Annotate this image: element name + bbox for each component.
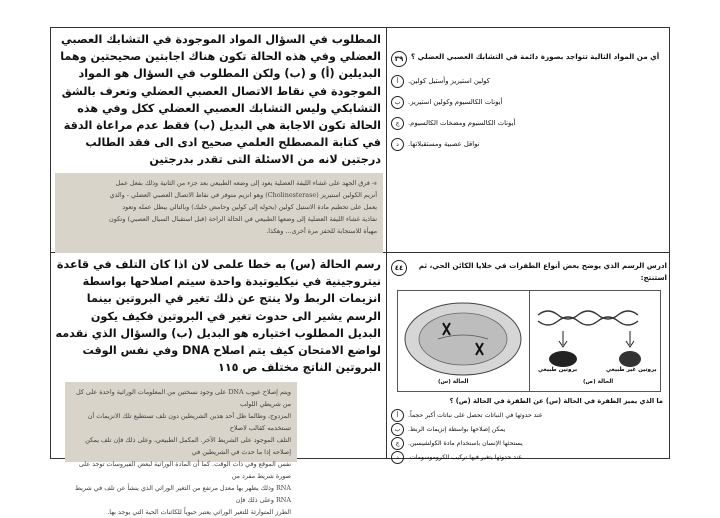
option-letter: د [391, 451, 404, 464]
top-answer-text: المطلوب في السؤال المواد الموجودة في التشابك العصبي العضلي وفي هذه الحالة تكون هناك اجابتين صحيحتين وهما البديلين (أ) و (ب) ولكن المطلوب في السؤال هو المواد الموجودة في نقاط الاتصال العصبي العضلي وتعرف بالشق التشابكي وليس التشابك العصبي العضلي ككل وفي هذه الحالة تكون الاجابة هي البديل (ب) فقط عدم مراعاة الدقة في كتابة المصطلح العلمي صحيح ادى الى فقد الطالب درجتين لانه من الاسئلة التى تقدر بدرجتين [60, 33, 381, 167]
bottom-question-cell [391, 256, 667, 461]
question-39-options [391, 75, 653, 151]
bottom-answer-cell [55, 256, 383, 517]
top-question-cell [391, 31, 667, 249]
option-d [391, 138, 653, 151]
scan-line: أنزيم الكولين استيريز (Cholinesterase) وهو انزيم متوفر في نقاط الاتصال العصبي العضلي - والذي [109, 190, 377, 199]
option-text: يمكن إصلاحها بواسطة إنزيمات الربط. [408, 425, 506, 433]
scan-line: المزدوج، وطالما ظل أحد هذين الشريطين دون تلف تستطيع تلك الانزيمات أن تستخدمه كقالب لاصلاح [87, 412, 291, 433]
figure-caption-abnormal: بروتين غير طبيعي [606, 367, 657, 373]
question-44-text: ادرس الرسم الذي يوضح بعض أنواع الطفرات في خلايا الكائن الحي، ثم استنتج: [418, 261, 667, 282]
scan-line: ويتم إصلاح عيوب DNA على وجود نسختين من المعلومات الوراثية واحدة على كل من شريطي اللولب [76, 388, 291, 409]
option-a [391, 75, 653, 88]
answer-table [50, 27, 670, 517]
option-a [391, 409, 655, 422]
scan-line: نفس الموقع وفي ذات الوقت. كما أن المادة الوراثية لبعض الفيروسات توجد على صورة شريط مفرد من [78, 460, 291, 481]
option-letter: أ [391, 409, 404, 422]
option-text: عند حدوثها في النباتات تحصل على نباتات أكبر حجماً. [408, 411, 543, 419]
scan-line: ء- فرق الجهد على غشاء الليفة العضلية يعود إلى وضعه الطبيعي بعد جزء من الثانية وذلك بفعل عمل [115, 178, 377, 187]
option-b [391, 423, 655, 436]
question-39-text: أي من المواد التالية تتواجد بصورة دائمة في التشابك العصبي العضلي ؟ [411, 52, 660, 61]
scan-line: نفاذية غشاء الليفة العضلية إلى وضعها الطبيعي في الحالة الراحة (قبل استقبال السيال العصبي) وتكون [109, 214, 377, 223]
figure-caption-normal: بروتين طبيعي [538, 367, 578, 373]
option-c [391, 437, 655, 450]
abnormal-protein-blob [619, 351, 641, 367]
dna-strand-2 [538, 317, 638, 325]
question-39-header [391, 51, 667, 67]
option-letter: ب [391, 96, 404, 109]
option-text: أيونات الكالسيوم وكولين استيريز. [408, 98, 503, 106]
bottom-answer-text: رسم الحالة (س) به خطا علمى لان اذا كان التلف في قاعدة نيتروجينية في نيكليوتيدة واحدة سيتم اصلاحها بواسطة انزيمات الربط ولا ينتج عن ذلك تغير في البروتين بينما الرسم يشير الى حدوث تغير في البروتين فكيف يكون البديل المطلوب اختياره هو البديل (ب) والسؤال الذي نقدمه لواضع الامتحان كيف يتم اصلاح DNA وفي نفس الوقت البروتين الناتج مختلف ص ١١٥ [55, 258, 381, 375]
bottom-scan-excerpt [65, 382, 297, 517]
question-44-header [391, 260, 667, 284]
mutation-figure [397, 290, 661, 392]
top-answer-cell [55, 31, 383, 249]
figure-label-right: الحالة (ص) [583, 379, 614, 385]
scan-line: الطرز المتوارثة للتغير الوراثي يعتبر حيوياً للكائنات الحية التي يوجد بها. [107, 508, 291, 517]
scan-line: التلف الموجود على الشريط الآخر. المكمل الطبيعي، وعلى ذلك فإن تلف يمكن إصلاحه إذا ما حدث في الشريطين في [85, 436, 291, 457]
option-d [391, 451, 655, 464]
question-number-badge: ٤٤ [391, 260, 407, 276]
top-scan-excerpt [55, 173, 383, 253]
option-text: عند حدوثها يتغير فيها تركيب الكروموسومات. [408, 453, 522, 461]
option-text: كولين استيريز وأستيل كولين. [408, 77, 490, 85]
arrows [563, 331, 630, 345]
normal-protein-blob [549, 351, 577, 367]
option-text: نواقل عصبية ومستقبلاتها. [408, 140, 480, 148]
dna-strand-1 [538, 311, 638, 319]
scan-line: RNA وذلك يظهر بها معدل مرتفع من التغير الوراثي الذي ينشأ عن تلف في شريط RNA وعلى ذلك فإن [75, 484, 291, 505]
figure-label-left: الحالة (س) [438, 379, 469, 385]
option-c [391, 117, 653, 130]
question-44-options [391, 409, 655, 464]
option-letter: ج [391, 437, 404, 450]
question-44-subtext: ما الذي يميز الطفرة في الحالة (س) عن الطفرة في الحالة (ص) ؟ [449, 397, 663, 405]
option-letter: أ [391, 75, 404, 88]
scan-line: يعمل على تحطيم مادة الاستيل كولين (يحوله إلى كولين وحامض خليك) وبالتالي يبطل عمله وتعود [122, 202, 377, 211]
option-letter: ب [391, 423, 404, 436]
option-letter: ج [391, 117, 404, 130]
option-text: يستحثها الإنسان باستخدام مادة الكولشيسين. [408, 439, 523, 447]
nucleus-outline [419, 313, 507, 365]
scan-line: مهيأة للاستجابة للحفز مرة أخرى... وهكذا. [266, 226, 377, 235]
option-letter: د [391, 138, 404, 151]
option-b [391, 96, 653, 109]
option-text: أيونات الكالسيوم ومضخات الكالسيوم. [408, 119, 516, 127]
column-divider [386, 28, 387, 458]
figure-drawing [398, 291, 660, 391]
question-number-badge: ٣٩ [391, 51, 407, 67]
